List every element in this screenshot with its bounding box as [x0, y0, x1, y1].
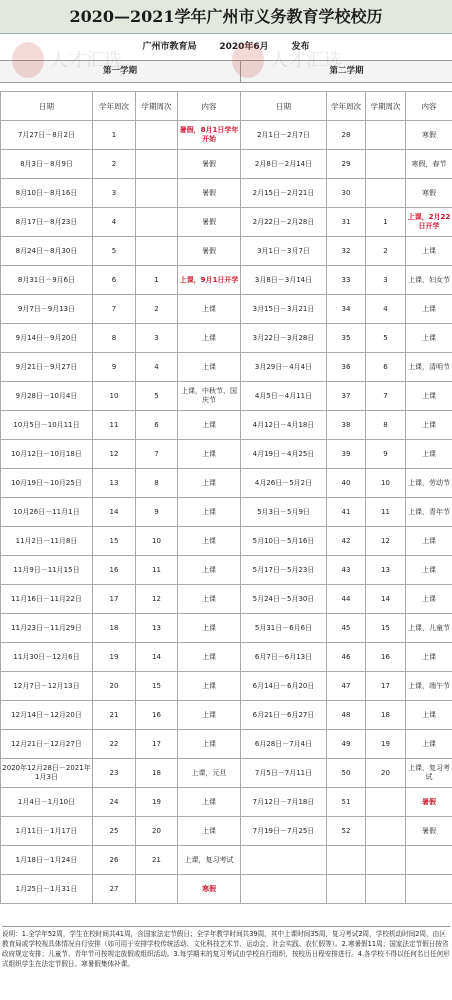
- term-week-cell: 14: [366, 585, 406, 614]
- year-week-cell: 27: [93, 875, 136, 904]
- term-week-cell: 7: [366, 382, 406, 411]
- date-cell: 10月12日－10月18日: [1, 440, 93, 469]
- date-cell: 2月22日－2月28日: [241, 208, 327, 237]
- year-week-cell: 12: [93, 440, 136, 469]
- table-row: [1, 411, 452, 440]
- header-content-2: 内容: [406, 92, 452, 121]
- year-week-cell: 17: [93, 585, 136, 614]
- table-row: [1, 121, 452, 150]
- term-week-cell: 4: [136, 353, 178, 382]
- term-week-cell: 20: [136, 817, 178, 846]
- year-week-cell: 23: [93, 759, 136, 788]
- table-row: [1, 759, 452, 788]
- table-row: [1, 295, 452, 324]
- year-week-cell: 25: [93, 817, 136, 846]
- term-week-cell: 5: [136, 382, 178, 411]
- term-week-cell: 12: [366, 527, 406, 556]
- year-week-cell: 19: [93, 643, 136, 672]
- date-cell: 5月3日－5月9日: [241, 498, 327, 527]
- date-cell: 12月7日－12月13日: [1, 672, 93, 701]
- term-week-cell: 21: [136, 846, 178, 875]
- year-week-cell: 50: [327, 759, 366, 788]
- term-week-cell: 19: [136, 788, 178, 817]
- content-cell: 上课，复习考试: [406, 759, 452, 788]
- date-cell: 8月24日－8月30日: [1, 237, 93, 266]
- content-cell: 上课: [178, 498, 241, 527]
- term-week-cell: 1: [366, 208, 406, 237]
- term-week-cell: 6: [136, 411, 178, 440]
- content-cell: 上课: [178, 730, 241, 759]
- content-cell: 上课，中秋节、国庆节: [178, 382, 241, 411]
- year-week-cell: 1: [93, 121, 136, 150]
- year-week-cell: 32: [327, 237, 366, 266]
- year-week-cell: 28: [327, 121, 366, 150]
- term-week-cell: 6: [366, 353, 406, 382]
- content-cell: 上课，清明节: [406, 353, 452, 382]
- date-cell: 6月21日－6月27日: [241, 701, 327, 730]
- year-week-cell: 43: [327, 556, 366, 585]
- content-cell: 上课: [178, 353, 241, 382]
- year-week-cell: 39: [327, 440, 366, 469]
- term-week-cell: 3: [366, 266, 406, 295]
- term-week-cell: 15: [136, 672, 178, 701]
- table-row: [1, 353, 452, 382]
- term-week-cell: 8: [136, 469, 178, 498]
- date-cell: [241, 875, 327, 904]
- publish-action: 发布: [291, 42, 310, 52]
- term-week-cell: 18: [366, 701, 406, 730]
- content-cell: 暑假: [406, 788, 452, 817]
- term-week-cell: 17: [136, 730, 178, 759]
- content-cell: 上课: [178, 817, 241, 846]
- header-term-week-1: 学期周次: [136, 92, 178, 121]
- header-year-week-2: 学年周次: [327, 92, 366, 121]
- year-week-cell: 37: [327, 382, 366, 411]
- term-week-cell: 8: [366, 411, 406, 440]
- date-cell: 10月5日－10月11日: [1, 411, 93, 440]
- year-week-cell: 15: [93, 527, 136, 556]
- year-week-cell: 16: [93, 556, 136, 585]
- content-cell: 上课，元旦: [178, 759, 241, 788]
- date-cell: 2月8日－2月14日: [241, 150, 327, 179]
- table-row: [1, 643, 452, 672]
- table-row: [1, 440, 452, 469]
- date-cell: 7月5日－7月11日: [241, 759, 327, 788]
- header-year-week-1: 学年周次: [93, 92, 136, 121]
- date-cell: 3月29日－4月4日: [241, 353, 327, 382]
- date-cell: 3月8日－3月14日: [241, 266, 327, 295]
- content-cell: 上课: [178, 469, 241, 498]
- table-row: [1, 875, 452, 904]
- table-header-row: [1, 92, 452, 121]
- table-row: [1, 382, 452, 411]
- content-cell: 上课: [178, 440, 241, 469]
- year-week-cell: 7: [93, 295, 136, 324]
- table-row: [1, 237, 452, 266]
- term-week-cell: 3: [136, 324, 178, 353]
- term-week-cell: 11: [136, 556, 178, 585]
- year-week-cell: 30: [327, 179, 366, 208]
- term-week-cell: 10: [136, 527, 178, 556]
- term-week-cell: 4: [366, 295, 406, 324]
- content-cell: 上课: [178, 614, 241, 643]
- content-cell: 上课: [406, 643, 452, 672]
- header-date-2: 日期: [241, 92, 327, 121]
- year-week-cell: 29: [327, 150, 366, 179]
- date-cell: 9月7日－9月13日: [1, 295, 93, 324]
- year-week-cell: 4: [93, 208, 136, 237]
- year-week-cell: 48: [327, 701, 366, 730]
- term-week-cell: 9: [366, 440, 406, 469]
- term-week-cell: [366, 121, 406, 150]
- term-week-cell: 2: [136, 295, 178, 324]
- content-cell: 上课: [406, 440, 452, 469]
- date-cell: 6月28日－7月4日: [241, 730, 327, 759]
- publisher: 广州市教育局: [142, 42, 197, 52]
- term-week-cell: 2: [366, 237, 406, 266]
- date-cell: 10月26日－11月1日: [1, 498, 93, 527]
- term-week-cell: 12: [136, 585, 178, 614]
- year-week-cell: 24: [93, 788, 136, 817]
- table-row: [1, 817, 452, 846]
- date-cell: [241, 846, 327, 875]
- year-week-cell: 11: [93, 411, 136, 440]
- content-cell: 暑假: [178, 150, 241, 179]
- table-row: [1, 498, 452, 527]
- date-cell: 3月15日－3月21日: [241, 295, 327, 324]
- year-week-cell: 22: [93, 730, 136, 759]
- year-week-cell: 40: [327, 469, 366, 498]
- term-week-cell: 7: [136, 440, 178, 469]
- term-week-cell: 15: [366, 614, 406, 643]
- date-cell: 5月31日－6月6日: [241, 614, 327, 643]
- content-cell: 上课: [406, 324, 452, 353]
- year-week-cell: 41: [327, 498, 366, 527]
- year-week-cell: 38: [327, 411, 366, 440]
- date-cell: 8月3日－8月9日: [1, 150, 93, 179]
- term-week-cell: 5: [366, 324, 406, 353]
- year-week-cell: 36: [327, 353, 366, 382]
- header-date-1: 日期: [1, 92, 93, 121]
- footnote: 说明：1.全学年52周，学生在校时间共41周，含国家法定节假日；全学年教学时间共39周，其中上课时间35周，复习考试2周，学校机动时间2周，由区教育局或学校视具体情况自行安排（如可用于安排学校传统活动、文化科技艺术节、运动会、社会实践、农忙假等）。2.寒暑假11周；国家法定节假日按省政府规定安排；儿童节、青年节可按规定放假或组织活动。3.每学期末的复习考试由学校自行组织，按校历日程安排进行。4.各学校不得以任何名目任何形式组织学生在法定节假日、寒暑假集体补课。: [2, 926, 450, 969]
- year-week-cell: 45: [327, 614, 366, 643]
- header-term-week-2: 学期周次: [366, 92, 406, 121]
- date-cell: 11月16日－11月22日: [1, 585, 93, 614]
- term-week-cell: [366, 788, 406, 817]
- year-week-cell: 13: [93, 469, 136, 498]
- content-cell: 上课，端午节: [406, 672, 452, 701]
- content-cell: 上课: [178, 672, 241, 701]
- year-week-cell: 8: [93, 324, 136, 353]
- date-cell: 8月17日－8月23日: [1, 208, 93, 237]
- content-cell: 上课: [406, 527, 452, 556]
- content-cell: 寒假: [406, 121, 452, 150]
- date-cell: 4月26日－5月2日: [241, 469, 327, 498]
- content-cell: 寒假: [178, 875, 241, 904]
- year-week-cell: 9: [93, 353, 136, 382]
- date-cell: 12月14日－12月20日: [1, 701, 93, 730]
- content-cell: 上课: [406, 237, 452, 266]
- table-row: [1, 469, 452, 498]
- table-row: [1, 179, 452, 208]
- content-cell: 暑假: [178, 237, 241, 266]
- term-week-cell: [366, 846, 406, 875]
- date-cell: 1月4日－1月10日: [1, 788, 93, 817]
- table-row: [1, 266, 452, 295]
- table-row: [1, 672, 452, 701]
- term-week-cell: [366, 150, 406, 179]
- year-week-cell: 44: [327, 585, 366, 614]
- table-row: [1, 585, 452, 614]
- content-cell: 暑假: [406, 817, 452, 846]
- content-cell: 寒假: [406, 179, 452, 208]
- term-week-cell: 9: [136, 498, 178, 527]
- content-cell: 上课: [406, 295, 452, 324]
- year-week-cell: 10: [93, 382, 136, 411]
- year-week-cell: [327, 846, 366, 875]
- term-week-cell: 10: [366, 469, 406, 498]
- date-cell: 9月14日－9月20日: [1, 324, 93, 353]
- year-week-cell: 47: [327, 672, 366, 701]
- date-cell: 4月5日－4月11日: [241, 382, 327, 411]
- content-cell: 上课: [406, 730, 452, 759]
- content-cell: 上课: [178, 324, 241, 353]
- table-row: [1, 730, 452, 759]
- table-row: [1, 701, 452, 730]
- year-week-cell: 20: [93, 672, 136, 701]
- term-week-cell: 17: [366, 672, 406, 701]
- content-cell: 上课: [406, 411, 452, 440]
- date-cell: 7月27日－8月2日: [1, 121, 93, 150]
- date-cell: 1月11日－1月17日: [1, 817, 93, 846]
- content-cell: 上课: [178, 701, 241, 730]
- term-week-cell: 11: [366, 498, 406, 527]
- content-cell: [406, 846, 452, 875]
- date-cell: 5月24日－5月30日: [241, 585, 327, 614]
- year-week-cell: 6: [93, 266, 136, 295]
- year-week-cell: 49: [327, 730, 366, 759]
- year-week-cell: 42: [327, 527, 366, 556]
- table-row: [1, 527, 452, 556]
- content-cell: 上课: [406, 382, 452, 411]
- term-week-cell: 18: [136, 759, 178, 788]
- date-cell: 5月17日－5月23日: [241, 556, 327, 585]
- table-row: [1, 150, 452, 179]
- header-content-1: 内容: [178, 92, 241, 121]
- table-row: [1, 324, 452, 353]
- content-cell: 上课: [178, 585, 241, 614]
- term-week-cell: 20: [366, 759, 406, 788]
- term-week-cell: [136, 237, 178, 266]
- year-week-cell: 14: [93, 498, 136, 527]
- date-cell: 1月25日－1月31日: [1, 875, 93, 904]
- term-week-cell: 16: [366, 643, 406, 672]
- year-week-cell: 34: [327, 295, 366, 324]
- page-title: 2020—2021学年广州市义务教育学校校历: [0, 0, 452, 34]
- content-cell: 上课: [178, 643, 241, 672]
- content-cell: 上课: [178, 788, 241, 817]
- table-row: [1, 614, 452, 643]
- date-cell: 12月21日－12月27日: [1, 730, 93, 759]
- content-cell: 上课: [178, 411, 241, 440]
- date-cell: 9月21日－9月27日: [1, 353, 93, 382]
- content-cell: 上课: [406, 556, 452, 585]
- year-week-cell: 31: [327, 208, 366, 237]
- date-cell: 3月22日－3月28日: [241, 324, 327, 353]
- content-cell: 上课: [178, 295, 241, 324]
- term-week-cell: [136, 150, 178, 179]
- date-cell: 5月10日－5月16日: [241, 527, 327, 556]
- semester-first-heading: 第一学期: [0, 61, 241, 83]
- term-week-cell: 16: [136, 701, 178, 730]
- term-week-cell: 13: [366, 556, 406, 585]
- content-cell: 上课，儿童节: [406, 614, 452, 643]
- table-row: [1, 846, 452, 875]
- content-cell: 上课: [406, 701, 452, 730]
- year-week-cell: 5: [93, 237, 136, 266]
- content-cell: 上课: [178, 556, 241, 585]
- term-week-cell: [366, 179, 406, 208]
- date-cell: 3月1日－3月7日: [241, 237, 327, 266]
- date-cell: 11月30日－12月6日: [1, 643, 93, 672]
- year-week-cell: 52: [327, 817, 366, 846]
- date-cell: 10月19日－10月25日: [1, 469, 93, 498]
- term-week-cell: [136, 875, 178, 904]
- table-row: [1, 208, 452, 237]
- content-cell: 暑假: [178, 179, 241, 208]
- table-row: [1, 788, 452, 817]
- term-week-cell: [366, 817, 406, 846]
- date-cell: 9月28日－10月4日: [1, 382, 93, 411]
- year-week-cell: 3: [93, 179, 136, 208]
- date-cell: 7月12日－7月18日: [241, 788, 327, 817]
- year-week-cell: 26: [93, 846, 136, 875]
- content-cell: 上课: [406, 585, 452, 614]
- year-week-cell: 2: [93, 150, 136, 179]
- content-cell: 暑假，8月1日学年开始: [178, 121, 241, 150]
- year-week-cell: 46: [327, 643, 366, 672]
- date-cell: 1月18日－1月24日: [1, 846, 93, 875]
- year-week-cell: 18: [93, 614, 136, 643]
- date-cell: 2月15日－2月21日: [241, 179, 327, 208]
- year-week-cell: 51: [327, 788, 366, 817]
- date-cell: 4月19日－4月25日: [241, 440, 327, 469]
- date-cell: 8月31日－9月6日: [1, 266, 93, 295]
- term-week-cell: [136, 179, 178, 208]
- date-cell: 2月1日－2月7日: [241, 121, 327, 150]
- term-week-cell: [366, 875, 406, 904]
- semester-second-heading: 第二学期: [241, 61, 452, 83]
- date-cell: 6月7日－6月13日: [241, 643, 327, 672]
- content-cell: 上课，9月1日开学: [178, 266, 241, 295]
- content-cell: 上课，妇女节: [406, 266, 452, 295]
- date-cell: 11月2日－11月8日: [1, 527, 93, 556]
- content-cell: 上课: [178, 527, 241, 556]
- content-cell: 上课，2月22日开学: [406, 208, 452, 237]
- content-cell: 上课，青年节: [406, 498, 452, 527]
- term-week-cell: [136, 208, 178, 237]
- date-cell: 2020年12月28日－2021年1月3日: [1, 759, 93, 788]
- date-cell: 8月10日－8月16日: [1, 179, 93, 208]
- term-week-cell: 14: [136, 643, 178, 672]
- publish-info: [0, 34, 452, 61]
- date-cell: 11月9日－11月15日: [1, 556, 93, 585]
- year-week-cell: 21: [93, 701, 136, 730]
- content-cell: 上课，复习考试: [178, 846, 241, 875]
- content-cell: 寒假，春节: [406, 150, 452, 179]
- year-week-cell: 35: [327, 324, 366, 353]
- table-row: [1, 556, 452, 585]
- date-cell: 4月12日－4月18日: [241, 411, 327, 440]
- content-cell: 暑假: [178, 208, 241, 237]
- content-cell: 上课，劳动节: [406, 469, 452, 498]
- date-cell: 7月19日－7月25日: [241, 817, 327, 846]
- term-week-cell: 1: [136, 266, 178, 295]
- year-week-cell: [327, 875, 366, 904]
- term-week-cell: 13: [136, 614, 178, 643]
- calendar-table: [0, 91, 452, 904]
- content-cell: [406, 875, 452, 904]
- year-week-cell: 33: [327, 266, 366, 295]
- date-cell: 11月23日－11月29日: [1, 614, 93, 643]
- publish-date: 2020年6月: [219, 42, 269, 52]
- date-cell: 6月14日－6月20日: [241, 672, 327, 701]
- term-week-cell: [136, 121, 178, 150]
- term-week-cell: 19: [366, 730, 406, 759]
